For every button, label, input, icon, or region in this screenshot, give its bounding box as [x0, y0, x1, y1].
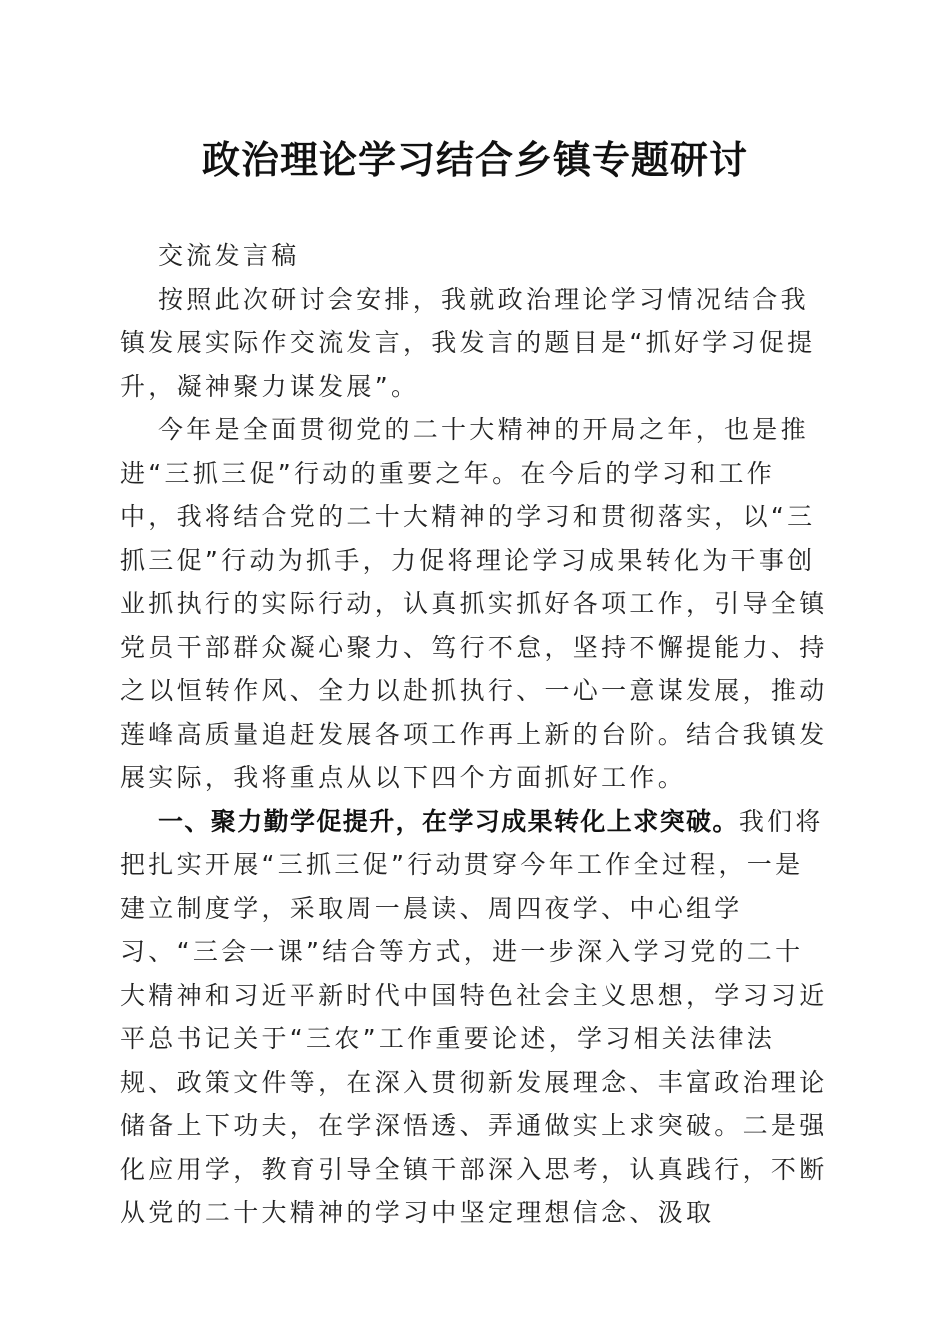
document-title: 政治理论学习结合乡镇专题研讨: [201, 137, 748, 182]
paragraph-intro: 按照此次研讨会安排，我就政治理论学习情况结合我镇发展实际作交流发言，我发言的题目是“抓好学习促提升，凝神聚力谋发展”。: [120, 284, 816, 401]
document-subtitle: 交流发言稿: [158, 241, 300, 270]
section-one-text: 我们将把扎实开展“三抓三促”行动贯穿今年工作全过程，一是建立制度学，采取周一晨读、周四夜学、中心组学习、“三会一课”结合等方式，进一步深入学习党的二十大精神和习近平新时代中国特色社会主义思想，学习习近平总书记关于“三农”工作重要论述，学习相关法律法规、政策文件等，在深入贯彻新发展理念、丰富政治理论储备上下功夫，在学深悟透、弄通做实上求突破。二是强化应用学，教育引导全镇干部深入思考，认真践行，不断从党的二十大精神的学习中坚定理想信念、汲取: [120, 806, 828, 1227]
paragraph-section-one: [120, 800, 830, 1235]
paragraph-overview: 今年是全面贯彻党的二十大精神的开局之年，也是推进“三抓三促”行动的重要之年。在今后的学习和工作中，我将结合党的二十大精神的学习和贯彻落实，以“三抓三促”行动为抓手，力促将理论学习成果转化为干事创业抓执行的实际行动，认真抓实抓好各项工作，引导全镇党员干部群众凝心聚力、笃行不怠，坚持不懈提能力、持之以恒转作风、全力以赴抓执行、一心一意谋发展，推动莲峰高质量追赶发展各项工作再上新的台阶。结合我镇发展实际，我将重点从以下四个方面抓好工作。: [120, 415, 828, 792]
section-one-heading: 一、聚力勤学促提升，在学习成果转化上求突破。: [158, 806, 739, 836]
document-body: [120, 234, 830, 1235]
